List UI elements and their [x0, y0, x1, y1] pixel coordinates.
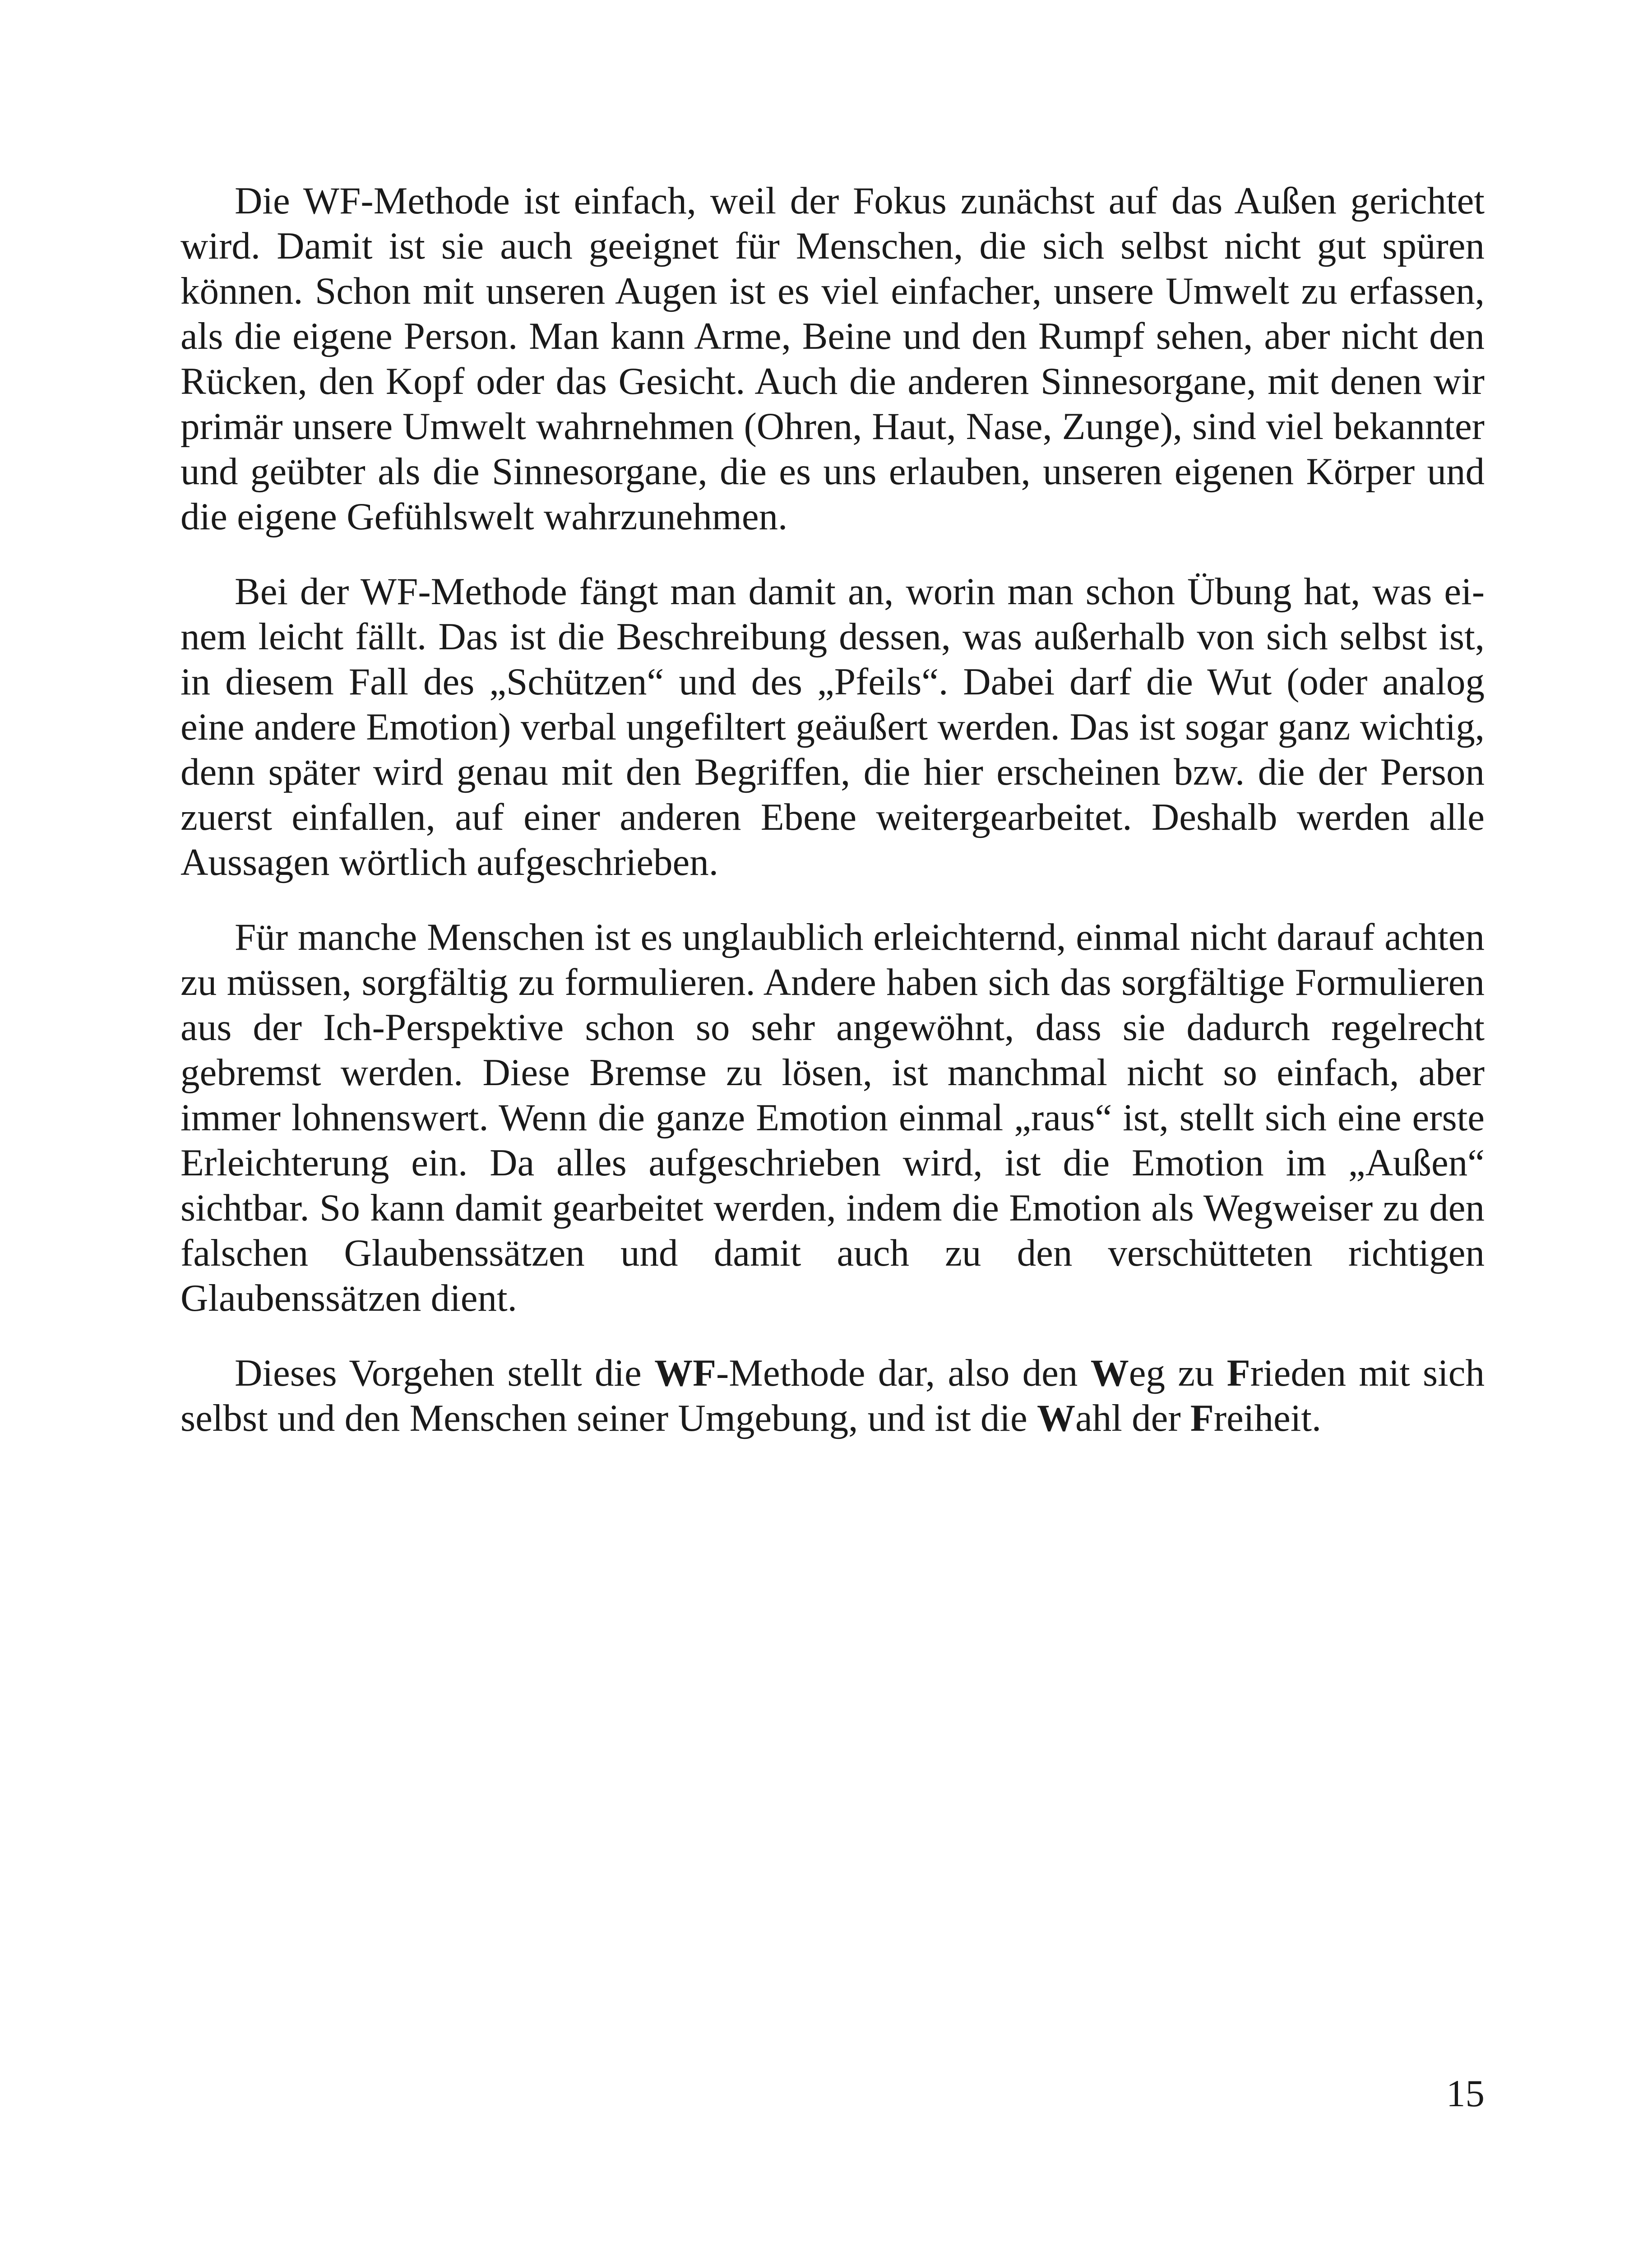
paragraph-4-bold-w1: W: [1090, 1352, 1129, 1394]
body-text: [180, 178, 1485, 1470]
paragraph-4-text-4: rieden mit sich selbst und den Menschen seiner Umgebung, und ist die: [180, 1352, 1485, 1439]
paragraph-2: Bei der WF-Methode fängt man damit an, worin man schon Übung hat, was einem leicht fällt. Das ist die Beschreibung dessen, was außerhalb von sich selbst ist, in diesem Fall des „Schützen“ und des „Pfeils“. Dabei darf die Wut (oder analog eine andere Emotion) verbal ungefiltert geäußert werden. Das ist sogar ganz wichtig, denn später wird genau mit den Begriffen, die hier erscheinen bzw. die der Person zuerst einfallen, auf einer anderen Ebene weitergearbeitet. Deshalb werden alle Aussagen wörtlich aufgeschrieben.: [180, 570, 1485, 883]
paragraph-4-bold-f1: F: [1226, 1352, 1250, 1394]
paragraph-4-text-3: eg zu: [1129, 1352, 1227, 1394]
paragraph-1: Die WF-Methode ist einfach, weil der Fokus zunächst auf das Außen gerichtet wird. Damit ist sie auch geeignet für Menschen, die sich selbst nicht gut spüren können. Schon mit unseren Augen ist es viel einfacher, unsere Umwelt zu erfassen, als die eigene Person. Man kann Arme, Beine und den Rumpf sehen, aber nicht den Rücken, den Kopf oder das Gesicht. Auch die anderen Sinnesorgane, mit denen wir primär unsere Umwelt wahrnehmen (Ohren, Haut, Nase, Zunge), sind viel bekannter und geübter als die Sinnesorgane, die es uns erlauben, unseren eigenen Körper und die eigene Gefühlswelt wahrzunehmen.: [180, 180, 1485, 538]
paragraph-4-bold-w2: W: [1037, 1397, 1076, 1439]
paragraph-4-bold-wf: WF: [654, 1352, 716, 1394]
page-number: 15: [1446, 2072, 1485, 2115]
paragraph-4: [180, 1350, 1485, 1441]
paragraph-4-bold-f2: F: [1190, 1397, 1214, 1439]
paragraph-4-text-1: Dieses Vorgehen stellt die: [235, 1352, 655, 1394]
paragraph-4-text-6: reiheit.: [1213, 1397, 1322, 1439]
paragraph-4-text-2: -Methode dar, also den: [716, 1352, 1091, 1394]
paragraph-3: Für manche Menschen ist es unglaublich erleichternd, einmal nicht darauf achten zu müssen, sorgfältig zu formulieren. Andere haben sich das sorgfältige Formulieren aus der Ich-Perspektive schon so sehr angewöhnt, dass sie dadurch regelrecht gebremst werden. Diese Bremse zu lösen, ist manchmal nicht so einfach, aber immer lohnenswert. Wenn die ganze Emotion einmal „raus“ ist, stellt sich eine erste Erleichterung ein. Da alles aufgeschrieben wird, ist die Emotion im „Außen“ sichtbar. So kann damit gearbeitet werden, indem die Emotion als Wegweiser zu den falschen Glaubenssätzen und damit auch zu den verschütteten richtigen Glaubenssätzen dient.: [180, 916, 1485, 1319]
paragraph-4-text-5: ahl der: [1075, 1397, 1190, 1439]
